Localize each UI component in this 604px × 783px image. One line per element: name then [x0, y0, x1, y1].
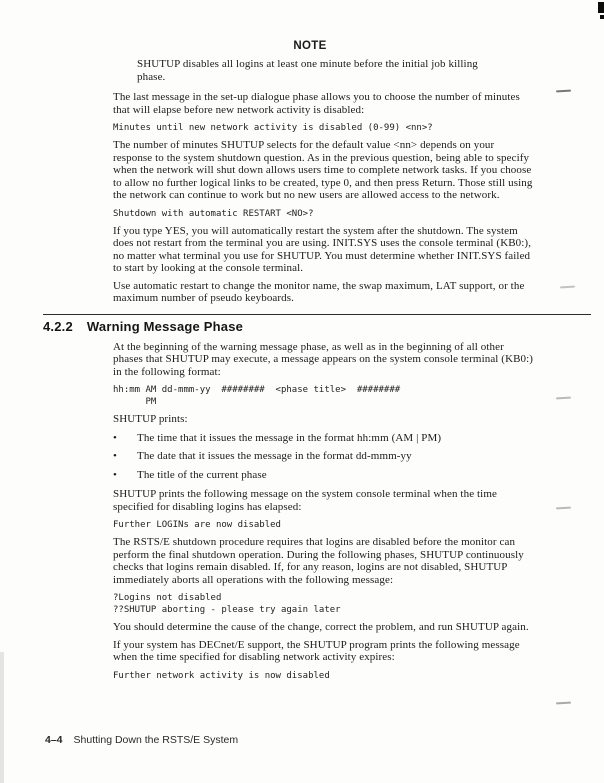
scan-edge-shadow: [0, 652, 4, 783]
code-abort-line1: ?Logins not disabled: [113, 593, 222, 603]
bullet-icon: •: [113, 450, 117, 462]
scan-artifact-corner: [598, 2, 604, 13]
note-title: NOTE: [293, 40, 327, 52]
paragraph-use-automatic: Use automatic restart to change the monitor name, the swap maximum, LAT support, or the maximum number of pseudo keyboards.: [113, 279, 525, 304]
code-restart-prompt: Shutdown with automatic RESTART <NO>?: [113, 208, 314, 219]
bullet-icon: •: [113, 468, 117, 481]
bullet-icon: •: [113, 431, 117, 444]
code-format-line1: hh:mm AM dd-mmm-yy ######## <phase title> ########: [113, 385, 401, 395]
section-divider-rule: [43, 314, 591, 315]
paragraph-decnet: If your system has DECnet/E support, the SHUTUP program prints the following message when the time specified for disabling network activity expires:: [113, 638, 520, 663]
paragraph-prints-following: SHUTUP prints the following message on the system console terminal when the time specified for disabling logins has elapsed:: [113, 488, 497, 513]
section-number: 4.2.2: [43, 318, 73, 334]
code-network-disabled: Further network activity is now disabled: [113, 670, 330, 681]
scan-mark-dash-5: [556, 702, 571, 705]
section-heading: [43, 319, 592, 334]
note-body-text: SHUTUP disables all logins at least one minute before the initial job killing phase.: [137, 58, 478, 83]
paragraph-number-minutes: The number of minutes SHUTUP selects for the default value <nn> depends on your response to the system shutdown question. As in the previous question, being able to specify when the network will shut down allows users time to complete network tasks. If you choose to allow no further logical links to be created, type 0, and then press Return. Those still using the network can continue to work but no new users are allowed access to the network.: [113, 139, 533, 201]
page-content: [43, 36, 592, 682]
paragraph-determine: You should determine the cause of the change, correct the problem, and run SHUTUP again.: [113, 621, 529, 633]
page-footer: [45, 734, 238, 746]
paragraph-if-yes: If you type YES, you will automatically restart the system after the shutdown. The system does not restart from the terminal you are using. INIT.SYS uses the console terminal (KB0:), no matter what terminal you use for SHUTUP. You must determine whether INIT.SYS failed to start by looking at the console terminal.: [113, 224, 532, 274]
bullet-text-time: The time that it issues the message in the format hh:mm (AM | PM): [137, 431, 442, 444]
code-logins-disabled: Further LOGINs are now disabled: [113, 520, 281, 530]
bullet-text-date: The date that it issues the message in the format dd-mmm-yy: [137, 450, 412, 462]
code-format-line2: PM: [113, 397, 157, 407]
code-abort-line2: ??SHUTUP aborting - please try again later: [113, 605, 341, 615]
code-minutes-prompt: Minutes until new network activity is disabled (0-99) <nn>?: [113, 123, 433, 133]
paragraph-last-message: The last message in the set-up dialogue phase allows you to choose the number of minutes that will elapse before new network activity is disabled:: [113, 91, 520, 116]
section-title: Warning Message Phase: [86, 318, 244, 334]
bullet-item-time: [113, 432, 534, 445]
note-block: [137, 40, 483, 83]
bullet-text-phase: The title of the current phase: [137, 468, 267, 481]
scan-artifact-corner-2: [600, 15, 604, 19]
paragraph-at-beginning: At the beginning of the warning message phase, as well as in the beginning of all other phases that SHUTUP may execute, a message appears on the system console terminal (KB0:) in the following format:: [113, 340, 534, 378]
bullet-item-title: [113, 469, 534, 482]
footer-page-number: 4–4: [45, 734, 63, 746]
footer-chapter-title: Shutting Down the RSTS/E System: [73, 734, 239, 746]
paragraph-rsts-procedure: The RSTS/E shutdown procedure requires that logins are disabled before the monitor can perform the final shutdown operation. During the following phases, SHUTUP continuously checks that logins remain disabled. If, for any reason, logins are not disabled, SHUTUP immediately aborts all operations with the following message:: [113, 536, 524, 586]
bullet-item-date: [113, 450, 534, 463]
paragraph-shutup-prints: SHUTUP prints:: [113, 413, 188, 425]
